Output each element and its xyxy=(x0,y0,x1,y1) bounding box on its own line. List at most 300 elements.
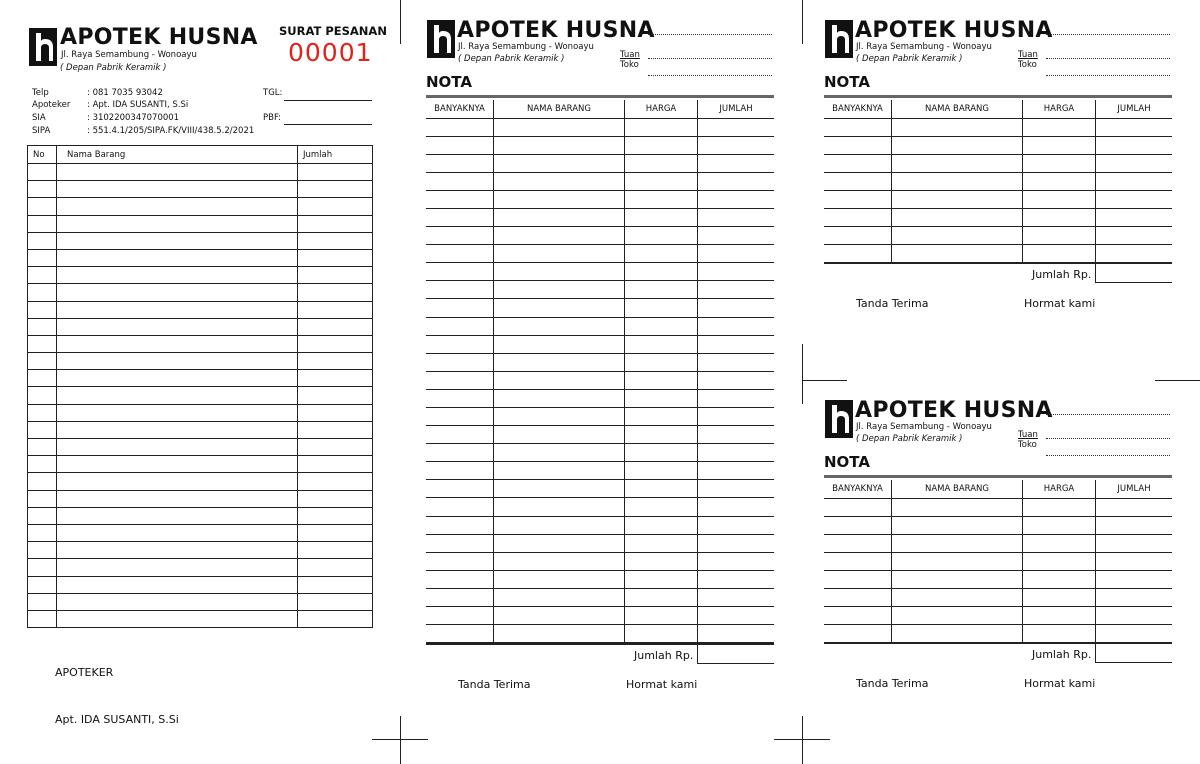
nama-barang-cell[interactable] xyxy=(892,588,1023,606)
harga-cell[interactable] xyxy=(625,389,698,407)
row-no-cell[interactable] xyxy=(28,610,57,627)
jumlah-cell[interactable] xyxy=(698,190,775,208)
banyaknya-cell[interactable] xyxy=(426,498,494,516)
banyaknya-cell[interactable] xyxy=(824,244,892,262)
jumlah-cell[interactable] xyxy=(698,335,775,353)
jumlah-cell[interactable] xyxy=(1096,172,1173,190)
row-nama-barang-cell[interactable] xyxy=(57,249,298,266)
row-nama-barang-cell[interactable] xyxy=(57,267,298,284)
harga-cell[interactable] xyxy=(625,136,698,154)
row-no-cell[interactable] xyxy=(28,267,57,284)
nama-barang-cell[interactable] xyxy=(494,462,625,480)
total-field[interactable] xyxy=(1095,662,1172,663)
jumlah-cell[interactable] xyxy=(698,208,775,226)
harga-cell[interactable] xyxy=(625,190,698,208)
row-nama-barang-cell[interactable] xyxy=(57,370,298,387)
nama-barang-cell[interactable] xyxy=(494,625,625,643)
row-jumlah-cell[interactable] xyxy=(298,198,373,215)
banyaknya-cell[interactable] xyxy=(426,444,494,462)
total-label: Jumlah Rp. xyxy=(1032,648,1092,661)
harga-cell[interactable] xyxy=(1023,190,1096,208)
jumlah-cell[interactable] xyxy=(698,227,775,245)
banyaknya-cell[interactable] xyxy=(426,534,494,552)
nama-barang-cell[interactable] xyxy=(494,534,625,552)
harga-cell[interactable] xyxy=(1023,570,1096,588)
row-jumlah-cell[interactable] xyxy=(298,318,373,335)
harga-cell[interactable] xyxy=(625,263,698,281)
nama-barang-cell[interactable] xyxy=(494,588,625,606)
row-nama-barang-cell[interactable] xyxy=(57,473,298,490)
banyaknya-cell[interactable] xyxy=(426,371,494,389)
harga-cell[interactable] xyxy=(1023,136,1096,154)
jumlah-cell[interactable] xyxy=(1096,498,1173,516)
jumlah-cell[interactable] xyxy=(1096,606,1173,624)
banyaknya-cell[interactable] xyxy=(824,552,892,570)
harga-cell[interactable] xyxy=(625,408,698,426)
row-jumlah-cell[interactable] xyxy=(298,490,373,507)
nama-barang-cell[interactable] xyxy=(892,136,1023,154)
row-jumlah-cell[interactable] xyxy=(298,456,373,473)
row-jumlah-cell[interactable] xyxy=(298,284,373,301)
harga-cell[interactable] xyxy=(1023,624,1096,642)
total-field[interactable] xyxy=(697,663,774,664)
row-nama-barang-cell[interactable] xyxy=(57,439,298,456)
row-nama-barang-cell[interactable] xyxy=(57,164,298,181)
nota-form-large xyxy=(426,18,774,698)
nama-barang-cell[interactable] xyxy=(494,371,625,389)
banyaknya-cell[interactable] xyxy=(426,588,494,606)
banyaknya-cell[interactable] xyxy=(426,389,494,407)
nama-barang-cell[interactable] xyxy=(494,208,625,226)
nama-barang-cell[interactable] xyxy=(892,552,1023,570)
banyaknya-cell[interactable] xyxy=(426,263,494,281)
jumlah-cell[interactable] xyxy=(698,444,775,462)
harga-cell[interactable] xyxy=(1023,606,1096,624)
tuan-field[interactable] xyxy=(1046,58,1170,59)
row-nama-barang-cell[interactable] xyxy=(57,232,298,249)
nama-barang-cell[interactable] xyxy=(892,570,1023,588)
harga-cell[interactable] xyxy=(625,534,698,552)
row-no-cell[interactable] xyxy=(28,249,57,266)
banyaknya-cell[interactable] xyxy=(426,154,494,172)
row-no-cell[interactable] xyxy=(28,318,57,335)
harga-cell[interactable] xyxy=(625,208,698,226)
harga-cell[interactable] xyxy=(625,281,698,299)
banyaknya-cell[interactable] xyxy=(426,516,494,534)
tgl-field[interactable] xyxy=(284,100,372,101)
row-jumlah-cell[interactable] xyxy=(298,370,373,387)
jumlah-cell[interactable] xyxy=(1096,552,1173,570)
jumlah-cell[interactable] xyxy=(1096,570,1173,588)
jumlah-cell[interactable] xyxy=(1096,136,1173,154)
jumlah-cell[interactable] xyxy=(698,516,775,534)
nama-barang-cell[interactable] xyxy=(494,607,625,625)
nama-barang-cell[interactable] xyxy=(494,227,625,245)
row-jumlah-cell[interactable] xyxy=(298,387,373,404)
nama-barang-cell[interactable] xyxy=(494,263,625,281)
row-jumlah-cell[interactable] xyxy=(298,421,373,438)
row-jumlah-cell[interactable] xyxy=(298,559,373,576)
banyaknya-cell[interactable] xyxy=(426,136,494,154)
harga-cell[interactable] xyxy=(1023,172,1096,190)
row-jumlah-cell[interactable] xyxy=(298,593,373,610)
jumlah-cell[interactable] xyxy=(698,118,775,136)
harga-cell[interactable] xyxy=(625,625,698,643)
row-jumlah-cell[interactable] xyxy=(298,473,373,490)
nama-barang-cell[interactable] xyxy=(494,516,625,534)
jumlah-cell[interactable] xyxy=(698,408,775,426)
row-nama-barang-cell[interactable] xyxy=(57,593,298,610)
table-row xyxy=(28,164,373,181)
banyaknya-cell[interactable] xyxy=(824,154,892,172)
nama-barang-cell[interactable] xyxy=(892,154,1023,172)
row-jumlah-cell[interactable] xyxy=(298,335,373,352)
table-row xyxy=(28,456,373,473)
row-no-cell[interactable] xyxy=(28,507,57,524)
banyaknya-cell[interactable] xyxy=(824,624,892,642)
harga-cell[interactable] xyxy=(1023,498,1096,516)
jumlah-cell[interactable] xyxy=(698,462,775,480)
banyaknya-cell[interactable] xyxy=(426,172,494,190)
jumlah-cell[interactable] xyxy=(698,552,775,570)
row-nama-barang-cell[interactable] xyxy=(57,181,298,198)
row-no-cell[interactable] xyxy=(28,198,57,215)
nama-barang-cell[interactable] xyxy=(494,335,625,353)
row-nama-barang-cell[interactable] xyxy=(57,610,298,627)
header-dotted-line xyxy=(1046,34,1170,35)
row-no-cell[interactable] xyxy=(28,473,57,490)
row-no-cell[interactable] xyxy=(28,524,57,541)
row-no-cell[interactable] xyxy=(28,490,57,507)
harga-cell[interactable] xyxy=(625,444,698,462)
tuan-field[interactable] xyxy=(648,58,772,59)
nama-barang-cell[interactable] xyxy=(494,389,625,407)
row-jumlah-cell[interactable] xyxy=(298,164,373,181)
jumlah-cell[interactable] xyxy=(698,534,775,552)
row-jumlah-cell[interactable] xyxy=(298,215,373,232)
table-row xyxy=(824,118,1172,136)
jumlah-cell[interactable] xyxy=(698,607,775,625)
jumlah-cell[interactable] xyxy=(698,245,775,263)
tuan-field[interactable] xyxy=(1046,438,1170,439)
banyaknya-cell[interactable] xyxy=(426,118,494,136)
harga-cell[interactable] xyxy=(625,552,698,570)
row-jumlah-cell[interactable] xyxy=(298,301,373,318)
jumlah-cell[interactable] xyxy=(698,625,775,643)
banyaknya-cell[interactable] xyxy=(824,516,892,534)
jumlah-cell[interactable] xyxy=(1096,516,1173,534)
row-nama-barang-cell[interactable] xyxy=(57,421,298,438)
banyaknya-cell[interactable] xyxy=(426,426,494,444)
jumlah-cell[interactable] xyxy=(1096,190,1173,208)
banyaknya-cell[interactable] xyxy=(426,227,494,245)
table-row xyxy=(824,516,1172,534)
row-jumlah-cell[interactable] xyxy=(298,249,373,266)
toko-label: Toko xyxy=(1018,60,1037,70)
row-no-cell[interactable] xyxy=(28,542,57,559)
nama-barang-cell[interactable] xyxy=(494,172,625,190)
jumlah-cell[interactable] xyxy=(1096,588,1173,606)
nama-barang-cell[interactable] xyxy=(494,118,625,136)
jumlah-cell[interactable] xyxy=(1096,154,1173,172)
table-row xyxy=(28,318,373,335)
harga-cell[interactable] xyxy=(1023,534,1096,552)
harga-cell[interactable] xyxy=(625,299,698,317)
row-no-cell[interactable] xyxy=(28,593,57,610)
row-nama-barang-cell[interactable] xyxy=(57,559,298,576)
table-row xyxy=(426,426,774,444)
jumlah-cell[interactable] xyxy=(698,281,775,299)
nota-items-table xyxy=(426,100,774,643)
jumlah-cell[interactable] xyxy=(1096,208,1173,226)
row-nama-barang-cell[interactable] xyxy=(57,404,298,421)
harga-cell[interactable] xyxy=(625,371,698,389)
nama-barang-cell[interactable] xyxy=(494,570,625,588)
harga-cell[interactable] xyxy=(1023,552,1096,570)
harga-cell[interactable] xyxy=(625,317,698,335)
nama-barang-cell[interactable] xyxy=(494,498,625,516)
row-jumlah-cell[interactable] xyxy=(298,439,373,456)
row-nama-barang-cell[interactable] xyxy=(57,318,298,335)
address-note: ( Depan Pabrik Keramik ) xyxy=(856,54,963,64)
column-header-harga: HARGA xyxy=(625,100,698,118)
banyaknya-cell[interactable] xyxy=(426,335,494,353)
harga-cell[interactable] xyxy=(625,353,698,371)
nama-barang-cell[interactable] xyxy=(494,154,625,172)
nama-barang-cell[interactable] xyxy=(494,444,625,462)
nama-barang-cell[interactable] xyxy=(892,516,1023,534)
harga-cell[interactable] xyxy=(625,118,698,136)
jumlah-cell[interactable] xyxy=(698,317,775,335)
row-jumlah-cell[interactable] xyxy=(298,181,373,198)
jumlah-cell[interactable] xyxy=(698,480,775,498)
nama-barang-cell[interactable] xyxy=(494,552,625,570)
nama-barang-cell[interactable] xyxy=(494,299,625,317)
row-no-cell[interactable] xyxy=(28,181,57,198)
row-nama-barang-cell[interactable] xyxy=(57,301,298,318)
row-jumlah-cell[interactable] xyxy=(298,610,373,627)
row-jumlah-cell[interactable] xyxy=(298,524,373,541)
jumlah-cell[interactable] xyxy=(1096,244,1173,262)
banyaknya-cell[interactable] xyxy=(426,317,494,335)
toko-field[interactable] xyxy=(1046,75,1170,76)
harga-cell[interactable] xyxy=(625,570,698,588)
row-no-cell[interactable] xyxy=(28,232,57,249)
order-number: 00001 xyxy=(288,38,373,67)
banyaknya-cell[interactable] xyxy=(824,606,892,624)
banyaknya-cell[interactable] xyxy=(824,570,892,588)
nama-barang-cell[interactable] xyxy=(892,172,1023,190)
banyaknya-cell[interactable] xyxy=(426,462,494,480)
harga-cell[interactable] xyxy=(1023,118,1096,136)
table-row xyxy=(824,624,1172,642)
row-no-cell[interactable] xyxy=(28,215,57,232)
row-no-cell[interactable] xyxy=(28,301,57,318)
banyaknya-cell[interactable] xyxy=(426,281,494,299)
pbf-field[interactable] xyxy=(284,124,372,125)
banyaknya-cell[interactable] xyxy=(426,625,494,643)
nama-barang-cell[interactable] xyxy=(494,480,625,498)
row-nama-barang-cell[interactable] xyxy=(57,456,298,473)
table-row xyxy=(426,498,774,516)
row-nama-barang-cell[interactable] xyxy=(57,284,298,301)
row-nama-barang-cell[interactable] xyxy=(57,490,298,507)
harga-cell[interactable] xyxy=(1023,208,1096,226)
toko-label: Toko xyxy=(620,60,639,70)
row-jumlah-cell[interactable] xyxy=(298,353,373,370)
harga-cell[interactable] xyxy=(1023,226,1096,244)
row-nama-barang-cell[interactable] xyxy=(57,524,298,541)
banyaknya-cell[interactable] xyxy=(426,353,494,371)
banyaknya-cell[interactable] xyxy=(426,190,494,208)
harga-cell[interactable] xyxy=(1023,154,1096,172)
table-row xyxy=(28,267,373,284)
harga-cell[interactable] xyxy=(625,462,698,480)
nama-barang-cell[interactable] xyxy=(494,190,625,208)
nama-barang-cell[interactable] xyxy=(892,208,1023,226)
row-no-cell[interactable] xyxy=(28,284,57,301)
jumlah-cell[interactable] xyxy=(698,172,775,190)
row-no-cell[interactable] xyxy=(28,576,57,593)
row-no-cell[interactable] xyxy=(28,335,57,352)
info-label-sipa: SIPA xyxy=(32,126,51,136)
banyaknya-cell[interactable] xyxy=(426,208,494,226)
table-row xyxy=(426,172,774,190)
banyaknya-cell[interactable] xyxy=(824,172,892,190)
row-jumlah-cell[interactable] xyxy=(298,542,373,559)
row-nama-barang-cell[interactable] xyxy=(57,576,298,593)
harga-cell[interactable] xyxy=(625,498,698,516)
table-row xyxy=(426,570,774,588)
row-nama-barang-cell[interactable] xyxy=(57,353,298,370)
jumlah-cell[interactable] xyxy=(698,353,775,371)
row-no-cell[interactable] xyxy=(28,164,57,181)
row-nama-barang-cell[interactable] xyxy=(57,542,298,559)
banyaknya-cell[interactable] xyxy=(824,118,892,136)
banyaknya-cell[interactable] xyxy=(824,588,892,606)
harga-cell[interactable] xyxy=(625,154,698,172)
banyaknya-cell[interactable] xyxy=(426,570,494,588)
banyaknya-cell[interactable] xyxy=(426,480,494,498)
nama-barang-cell[interactable] xyxy=(892,606,1023,624)
row-no-cell[interactable] xyxy=(28,353,57,370)
row-no-cell[interactable] xyxy=(28,456,57,473)
harga-cell[interactable] xyxy=(625,607,698,625)
total-label: Jumlah Rp. xyxy=(634,648,694,662)
jumlah-cell[interactable] xyxy=(698,570,775,588)
nama-barang-cell[interactable] xyxy=(892,118,1023,136)
nama-barang-cell[interactable] xyxy=(892,226,1023,244)
jumlah-cell[interactable] xyxy=(1096,226,1173,244)
row-no-cell[interactable] xyxy=(28,559,57,576)
row-nama-barang-cell[interactable] xyxy=(57,387,298,404)
harga-cell[interactable] xyxy=(625,227,698,245)
banyaknya-cell[interactable] xyxy=(426,552,494,570)
harga-cell[interactable] xyxy=(625,588,698,606)
jumlah-cell[interactable] xyxy=(1096,118,1173,136)
total-field[interactable] xyxy=(1095,282,1172,283)
nama-barang-cell[interactable] xyxy=(494,408,625,426)
nama-barang-cell[interactable] xyxy=(494,245,625,263)
jumlah-cell[interactable] xyxy=(698,299,775,317)
table-row xyxy=(28,542,373,559)
nama-barang-cell[interactable] xyxy=(892,534,1023,552)
nama-barang-cell[interactable] xyxy=(494,281,625,299)
jumlah-cell[interactable] xyxy=(698,136,775,154)
harga-cell[interactable] xyxy=(1023,244,1096,262)
nama-barang-cell[interactable] xyxy=(892,190,1023,208)
table-row xyxy=(824,588,1172,606)
column-header-nama-barang: NAMA BARANG xyxy=(494,100,625,118)
row-nama-barang-cell[interactable] xyxy=(57,335,298,352)
banyaknya-cell[interactable] xyxy=(824,534,892,552)
row-no-cell[interactable] xyxy=(28,387,57,404)
toko-field[interactable] xyxy=(648,75,772,76)
nama-barang-cell[interactable] xyxy=(892,244,1023,262)
row-jumlah-cell[interactable] xyxy=(298,507,373,524)
jumlah-cell[interactable] xyxy=(698,371,775,389)
jumlah-cell[interactable] xyxy=(698,426,775,444)
row-jumlah-cell[interactable] xyxy=(298,576,373,593)
jumlah-cell[interactable] xyxy=(698,154,775,172)
row-nama-barang-cell[interactable] xyxy=(57,198,298,215)
row-no-cell[interactable] xyxy=(28,370,57,387)
nama-barang-cell[interactable] xyxy=(494,353,625,371)
harga-cell[interactable] xyxy=(1023,588,1096,606)
table-row xyxy=(426,136,774,154)
banyaknya-cell[interactable] xyxy=(824,136,892,154)
banyaknya-cell[interactable] xyxy=(824,190,892,208)
address: Jl. Raya Semambung - Wonoayu xyxy=(61,50,197,60)
banyaknya-cell[interactable] xyxy=(426,408,494,426)
nama-barang-cell[interactable] xyxy=(494,426,625,444)
jumlah-cell[interactable] xyxy=(698,588,775,606)
jumlah-cell[interactable] xyxy=(698,263,775,281)
jumlah-cell[interactable] xyxy=(1096,534,1173,552)
harga-cell[interactable] xyxy=(625,480,698,498)
row-nama-barang-cell[interactable] xyxy=(57,215,298,232)
row-jumlah-cell[interactable] xyxy=(298,267,373,284)
toko-field[interactable] xyxy=(1046,455,1170,456)
row-jumlah-cell[interactable] xyxy=(298,404,373,421)
table-row xyxy=(426,588,774,606)
row-jumlah-cell[interactable] xyxy=(298,232,373,249)
banyaknya-cell[interactable] xyxy=(426,245,494,263)
harga-cell[interactable] xyxy=(625,516,698,534)
row-no-cell[interactable] xyxy=(28,439,57,456)
nama-barang-cell[interactable] xyxy=(892,624,1023,642)
banyaknya-cell[interactable] xyxy=(426,299,494,317)
harga-cell[interactable] xyxy=(625,426,698,444)
banyaknya-cell[interactable] xyxy=(824,226,892,244)
banyaknya-cell[interactable] xyxy=(824,208,892,226)
nama-barang-cell[interactable] xyxy=(892,498,1023,516)
nama-barang-cell[interactable] xyxy=(494,136,625,154)
harga-cell[interactable] xyxy=(625,245,698,263)
harga-cell[interactable] xyxy=(1023,516,1096,534)
jumlah-cell[interactable] xyxy=(698,498,775,516)
jumlah-cell[interactable] xyxy=(698,389,775,407)
row-no-cell[interactable] xyxy=(28,404,57,421)
jumlah-cell[interactable] xyxy=(1096,624,1173,642)
row-no-cell[interactable] xyxy=(28,421,57,438)
row-nama-barang-cell[interactable] xyxy=(57,507,298,524)
nama-barang-cell[interactable] xyxy=(494,317,625,335)
harga-cell[interactable] xyxy=(625,172,698,190)
banyaknya-cell[interactable] xyxy=(824,498,892,516)
harga-cell[interactable] xyxy=(625,335,698,353)
banyaknya-cell[interactable] xyxy=(426,607,494,625)
